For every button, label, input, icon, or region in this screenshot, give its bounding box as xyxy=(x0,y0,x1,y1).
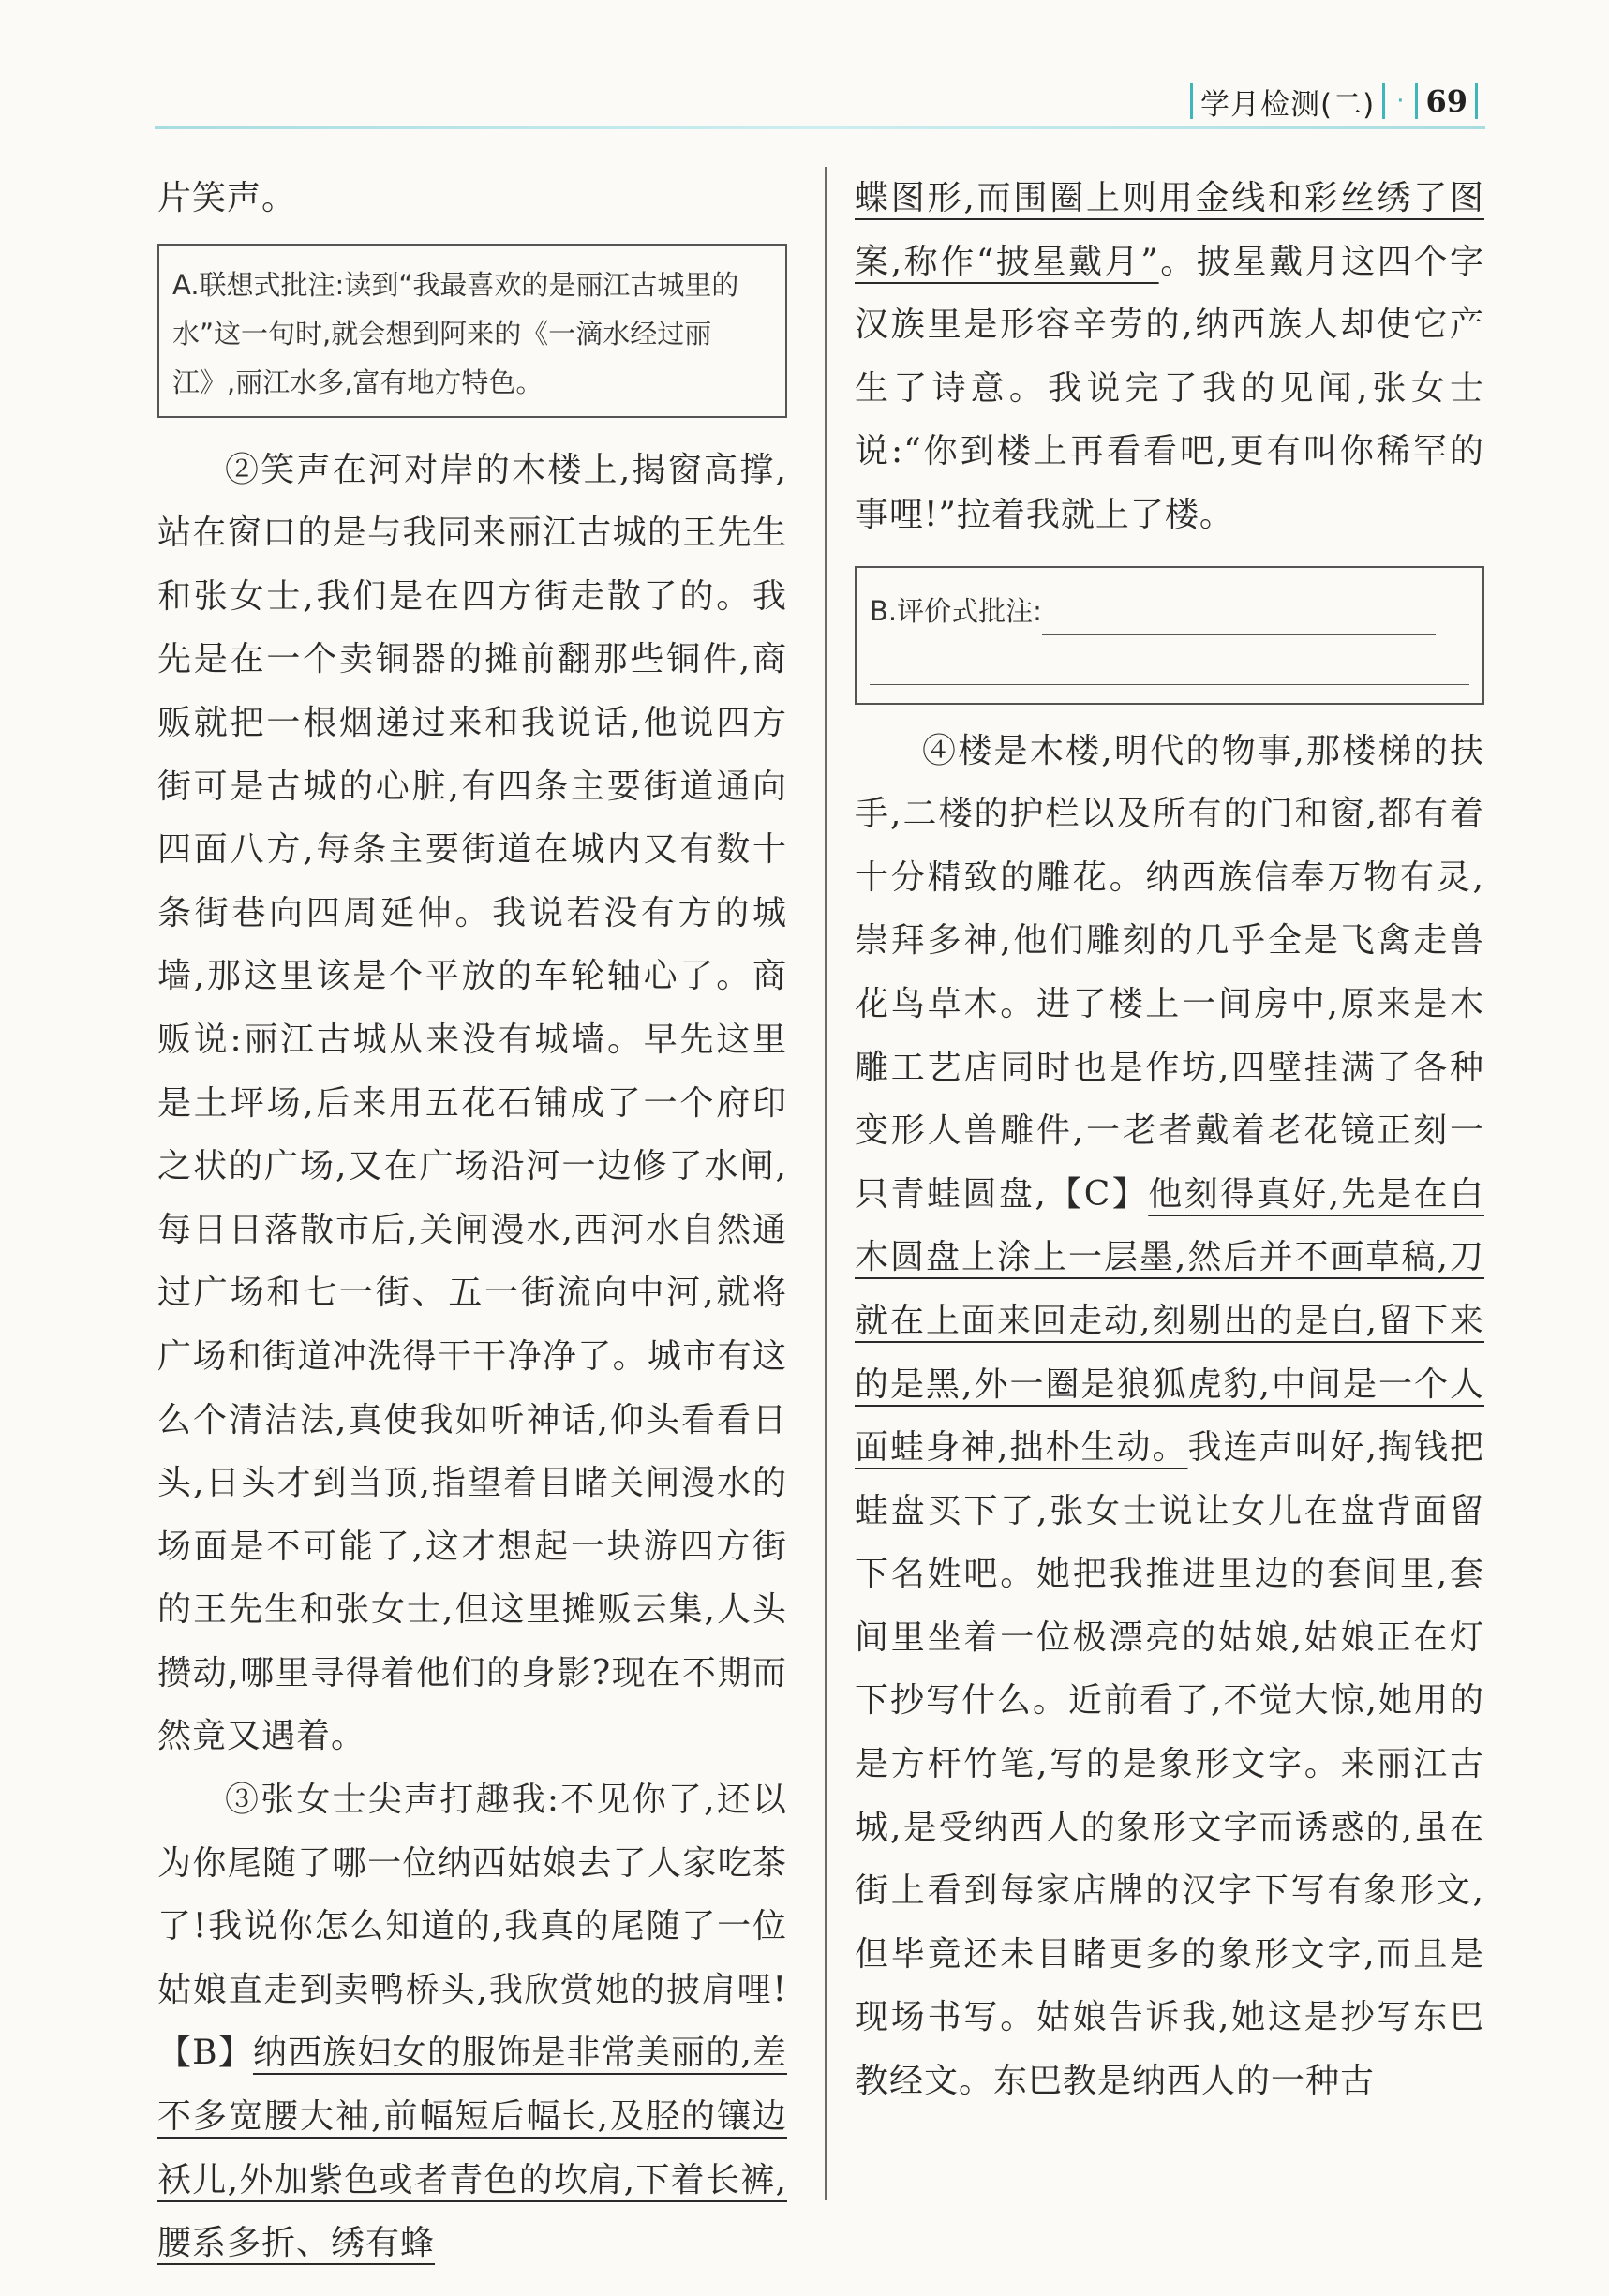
underlined-passage-b: 纳西族妇女的服饰是非常美丽的,差不多宽腰大袖,前幅短后幅长,及胫的镶边袄儿,外加紫色或者青色的坎肩,下着长裤,腰系多折、绣有蜂 xyxy=(157,2034,787,2263)
header-divider xyxy=(1475,83,1478,119)
paragraph-3-cont xyxy=(855,167,1484,547)
section-title: 学月检测(二) xyxy=(1200,87,1376,122)
column-divider xyxy=(825,167,827,2200)
right-column xyxy=(855,167,1484,2113)
paragraph-3 xyxy=(157,1768,787,2275)
paragraph-4-text: ④楼是木楼,明代的物事,那楼梯的扶手,二楼的护栏以及所有的门和窗,都有着十分精致的雕花。纳西族信奉万物有灵,崇拜多神,他们雕刻的几乎全是飞禽走兽花鸟草木。进了楼上一间房中,原来是木雕工艺店同时也是作坊,四壁挂满了各种变形人兽雕件,一老者戴着老花镜正刻一只青蛙圆盘,【C】 xyxy=(855,731,1484,1214)
paragraph-4 xyxy=(855,720,1484,2113)
paragraph-2: ②笑声在河对岸的木楼上,揭窗高撑,站在窗口的是与我同来丽江古城的王先生和张女士,我们是在四方街走散了的。我先是在一个卖铜器的摊前翻那些铜件,商贩就把一根烟递过来和我说话,他说四方街可是古城的心脏,有四条主要街道通向四面八方,每条主要街道在城内又有数十条街巷向四周延伸。我说若没有方的城墙,那这里该是个平放的车轮轴心了。商贩说:丽江古城从来没有城墙。早先这里是土坪场,后来用五花石铺成了一个府印之状的广场,又在广场沿河一边修了水闸,每日日落散市后,关闸漫水,西河水自然通过广场和七一街、五一街流向中河,就将广场和街道冲洗得干干净净了。城市有这么个清洁法,真使我如听神话,仰头看看日头,日头才到当顶,指望着目睹关闸漫水的场面是不可能了,这才想起一块游四方街的王先生和张女士,但这里摊贩云集,人头攒动,哪里寻得着他们的身影?现在不期而然竟又遇着。 xyxy=(157,450,787,1756)
paragraph-3-end: 。披星戴月这四个字汉族里是形容辛劳的,纳西族人却使它产生了诗意。我说完了我的见闻,张女士说:“你到楼上再看看吧,更有叫你稀罕的事哩!”拉着我就上了楼。 xyxy=(855,242,1484,534)
header-divider xyxy=(1415,83,1418,119)
answer-line[interactable] xyxy=(870,643,1469,685)
header-divider xyxy=(1382,83,1385,119)
header-rule xyxy=(155,126,1485,129)
annotation-box-a xyxy=(157,244,787,418)
header-dot: · xyxy=(1396,87,1405,115)
annotation-a-text: A.联想式批注:读到“我最喜欢的是丽江古城里的水”这一句时,就会想到阿来的《一滴水经过丽江》,丽江水多,富有地方特色。 xyxy=(172,268,739,398)
annotation-box-b xyxy=(855,566,1484,705)
header-divider xyxy=(1190,83,1193,119)
page-header xyxy=(1183,77,1485,126)
underlined-passage-b-cont: 蝶图形,而围圈上则用金线和彩丝绣了图案,称作“披星戴月” xyxy=(855,179,1484,281)
underlined-passage-c: 他刻得真好,先是在白木圆盘上涂上一层墨,然后并不画草稿,刀就在上面来回走动,刻剔出的是白,留下来的是黑,外一圈是狼狐虎豹,中间是一个人面蛙身神,拙朴生动。 xyxy=(855,1174,1484,1468)
paragraph-3-text: ③张女士尖声打趣我:不见你了,还以为你尾随了哪一位纳西姑娘去了人家吃茶了!我说你怎么知道的,我真的尾随了一位姑娘直走到卖鸭桥头,我欣赏她的披肩哩!【B】 xyxy=(157,1781,787,2073)
annotation-b-label: B.评价式批注: xyxy=(870,594,1042,627)
left-column xyxy=(157,167,787,2275)
paragraph-1-end: 片笑声。 xyxy=(157,179,297,217)
answer-line[interactable] xyxy=(1042,604,1436,635)
page-number: 69 xyxy=(1425,83,1467,119)
paragraph-4-end: 我连声叫好,掏钱把蛙盘买下了,张女士说让女儿在盘背面留下名姓吧。她把我推进里边的套间里,套间里坐着一位极漂亮的姑娘,姑娘正在灯下抄写什么。近前看了,不觉大惊,她用的是方杆竹笔,写的是象形文字。来丽江古城,是受纳西人的象形文字而诱惑的,虽在街上看到每家店牌的汉字下写有象形文,但毕竟还未目睹更多的象形文字,而且是现场书写。姑娘告诉我,她这是抄写东巴教经文。东巴教是纳西人的一种古 xyxy=(855,1428,1484,2101)
